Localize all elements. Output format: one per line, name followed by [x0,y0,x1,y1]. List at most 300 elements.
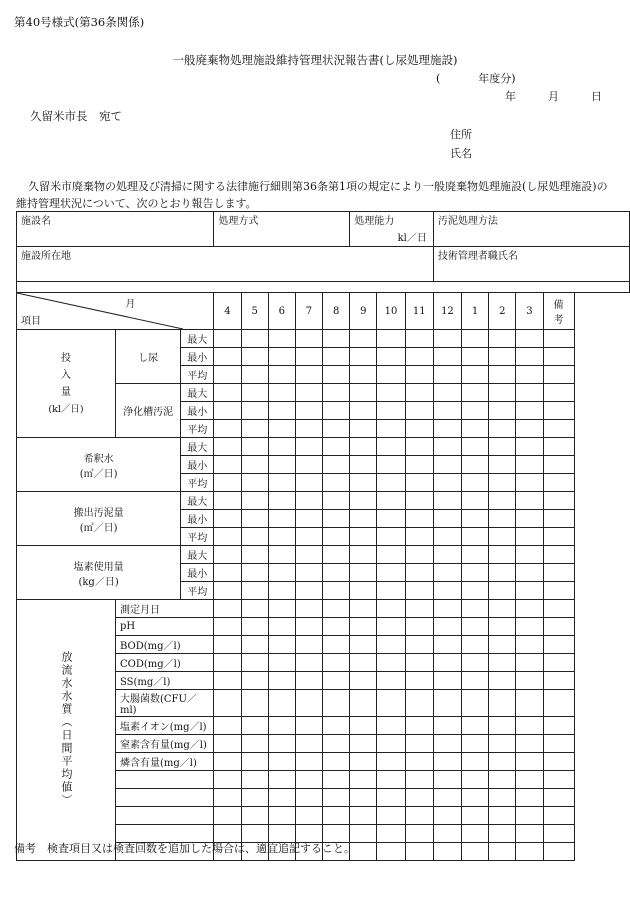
discharge-month-cell[interactable] [268,753,295,771]
discharge-month-cell[interactable] [516,600,543,618]
discharge-month-cell[interactable] [462,771,489,789]
input-month-cell[interactable] [462,384,489,402]
discharge-month-cell[interactable] [405,771,433,789]
chlorine-use-month-cell[interactable] [433,564,461,582]
discharge-month-cell[interactable] [214,672,241,690]
discharge-month-cell[interactable] [214,771,241,789]
chlorine-use-month-cell[interactable] [405,582,433,600]
discharge-month-cell[interactable] [323,654,350,672]
sludge-out-month-cell[interactable] [462,510,489,528]
discharge-month-cell[interactable] [516,636,543,654]
input-month-cell[interactable] [405,366,433,384]
input-month-cell[interactable] [350,402,377,420]
discharge-month-cell[interactable] [295,717,322,735]
discharge-remarks-cell[interactable] [543,672,574,690]
sludge-out-month-cell[interactable] [241,510,268,528]
discharge-month-cell[interactable] [323,753,350,771]
discharge-month-cell[interactable] [489,789,516,807]
discharge-month-cell[interactable] [489,636,516,654]
input-month-cell[interactable] [214,402,241,420]
input-month-cell[interactable] [214,330,241,348]
input-month-cell[interactable] [516,366,543,384]
discharge-month-cell[interactable] [214,717,241,735]
dilution-water-month-cell[interactable] [377,438,405,456]
dilution-water-month-cell[interactable] [268,474,295,492]
dilution-water-month-cell[interactable] [268,456,295,474]
discharge-month-cell[interactable] [405,654,433,672]
input-month-cell[interactable] [377,330,405,348]
discharge-month-cell[interactable] [405,636,433,654]
discharge-month-cell[interactable] [295,735,322,753]
sludge-out-month-cell[interactable] [214,492,241,510]
discharge-month-cell[interactable] [405,672,433,690]
discharge-month-cell[interactable] [268,807,295,825]
input-month-cell[interactable] [405,402,433,420]
input-month-cell[interactable] [214,348,241,366]
discharge-remarks-cell[interactable] [543,654,574,672]
discharge-month-cell[interactable] [377,690,405,717]
sludge-out-remarks-cell[interactable] [543,510,574,528]
discharge-remarks-cell[interactable] [543,843,574,861]
sludge-method-cell[interactable] [433,212,629,247]
discharge-month-cell[interactable] [295,654,322,672]
discharge-month-cell[interactable] [350,636,377,654]
discharge-month-cell[interactable] [377,618,405,636]
chlorine-use-remarks-cell[interactable] [543,582,574,600]
discharge-month-cell[interactable] [516,672,543,690]
input-month-cell[interactable] [350,330,377,348]
chlorine-use-month-cell[interactable] [350,582,377,600]
discharge-month-cell[interactable] [377,717,405,735]
discharge-month-cell[interactable] [241,618,268,636]
input-month-cell[interactable] [241,330,268,348]
dilution-water-month-cell[interactable] [377,456,405,474]
chlorine-use-month-cell[interactable] [377,546,405,564]
chlorine-use-month-cell[interactable] [516,546,543,564]
input-month-cell[interactable] [377,402,405,420]
discharge-month-cell[interactable] [516,735,543,753]
input-month-cell[interactable] [516,420,543,438]
chlorine-use-month-cell[interactable] [489,564,516,582]
discharge-month-cell[interactable] [489,771,516,789]
discharge-month-cell[interactable] [377,636,405,654]
discharge-month-cell[interactable] [214,807,241,825]
chlorine-use-month-cell[interactable] [214,546,241,564]
dilution-water-month-cell[interactable] [516,474,543,492]
input-month-cell[interactable] [489,420,516,438]
discharge-month-cell[interactable] [350,789,377,807]
discharge-remarks-cell[interactable] [543,717,574,735]
input-month-cell[interactable] [516,402,543,420]
discharge-month-cell[interactable] [405,618,433,636]
discharge-month-cell[interactable] [323,735,350,753]
discharge-remarks-cell[interactable] [543,825,574,843]
chlorine-use-month-cell[interactable] [323,582,350,600]
input-month-cell[interactable] [462,420,489,438]
sludge-out-month-cell[interactable] [214,510,241,528]
sludge-out-month-cell[interactable] [377,492,405,510]
discharge-month-cell[interactable] [489,690,516,717]
discharge-month-cell[interactable] [241,789,268,807]
input-month-cell[interactable] [433,402,461,420]
input-month-cell[interactable] [323,420,350,438]
dilution-water-month-cell[interactable] [462,474,489,492]
dilution-water-month-cell[interactable] [350,438,377,456]
discharge-month-cell[interactable] [214,753,241,771]
discharge-month-cell[interactable] [516,771,543,789]
discharge-month-cell[interactable] [268,654,295,672]
discharge-remarks-cell[interactable] [543,618,574,636]
chlorine-use-month-cell[interactable] [350,564,377,582]
discharge-month-cell[interactable] [433,843,461,861]
discharge-month-cell[interactable] [350,771,377,789]
chlorine-use-month-cell[interactable] [489,546,516,564]
sludge-out-month-cell[interactable] [295,492,322,510]
discharge-month-cell[interactable] [377,843,405,861]
discharge-month-cell[interactable] [295,771,322,789]
discharge-month-cell[interactable] [350,753,377,771]
input-month-cell[interactable] [295,420,322,438]
discharge-month-cell[interactable] [323,636,350,654]
input-remarks-cell[interactable] [543,402,574,420]
input-month-cell[interactable] [323,348,350,366]
chlorine-use-month-cell[interactable] [489,582,516,600]
discharge-month-cell[interactable] [405,807,433,825]
discharge-month-cell[interactable] [268,672,295,690]
input-remarks-cell[interactable] [543,330,574,348]
input-month-cell[interactable] [489,384,516,402]
discharge-month-cell[interactable] [268,636,295,654]
chlorine-use-month-cell[interactable] [405,564,433,582]
dilution-water-month-cell[interactable] [295,456,322,474]
discharge-month-cell[interactable] [295,807,322,825]
input-month-cell[interactable] [295,384,322,402]
chlorine-use-month-cell[interactable] [295,582,322,600]
discharge-month-cell[interactable] [214,735,241,753]
discharge-remarks-cell[interactable] [543,807,574,825]
discharge-month-cell[interactable] [295,690,322,717]
dilution-water-month-cell[interactable] [516,438,543,456]
input-month-cell[interactable] [241,420,268,438]
discharge-month-cell[interactable] [214,789,241,807]
discharge-month-cell[interactable] [433,600,461,618]
sludge-out-month-cell[interactable] [295,510,322,528]
discharge-month-cell[interactable] [323,600,350,618]
discharge-month-cell[interactable] [268,789,295,807]
input-remarks-cell[interactable] [543,420,574,438]
discharge-month-cell[interactable] [462,717,489,735]
discharge-month-cell[interactable] [433,636,461,654]
dilution-water-month-cell[interactable] [241,456,268,474]
dilution-water-month-cell[interactable] [350,474,377,492]
chlorine-use-month-cell[interactable] [516,564,543,582]
input-month-cell[interactable] [377,366,405,384]
sludge-out-month-cell[interactable] [350,492,377,510]
dilution-water-month-cell[interactable] [433,438,461,456]
dilution-water-month-cell[interactable] [350,456,377,474]
chlorine-use-month-cell[interactable] [377,582,405,600]
discharge-month-cell[interactable] [462,672,489,690]
discharge-month-cell[interactable] [516,717,543,735]
sludge-out-remarks-cell[interactable] [543,528,574,546]
input-month-cell[interactable] [433,384,461,402]
discharge-month-cell[interactable] [462,789,489,807]
discharge-month-cell[interactable] [433,717,461,735]
discharge-remarks-cell[interactable] [543,789,574,807]
discharge-month-cell[interactable] [405,753,433,771]
sludge-out-month-cell[interactable] [241,528,268,546]
dilution-water-month-cell[interactable] [516,456,543,474]
sludge-out-month-cell[interactable] [462,492,489,510]
input-month-cell[interactable] [323,384,350,402]
dilution-water-month-cell[interactable] [377,474,405,492]
sludge-out-month-cell[interactable] [350,528,377,546]
discharge-month-cell[interactable] [489,735,516,753]
input-month-cell[interactable] [405,348,433,366]
discharge-month-cell[interactable] [377,807,405,825]
discharge-month-cell[interactable] [462,636,489,654]
sludge-out-month-cell[interactable] [516,528,543,546]
input-month-cell[interactable] [350,348,377,366]
input-month-cell[interactable] [268,402,295,420]
dilution-water-month-cell[interactable] [405,438,433,456]
dilution-water-month-cell[interactable] [489,456,516,474]
discharge-month-cell[interactable] [516,618,543,636]
chlorine-use-month-cell[interactable] [241,564,268,582]
sludge-out-month-cell[interactable] [462,528,489,546]
discharge-remarks-cell[interactable] [543,735,574,753]
sludge-out-remarks-cell[interactable] [543,492,574,510]
discharge-month-cell[interactable] [350,672,377,690]
discharge-month-cell[interactable] [323,789,350,807]
sludge-out-month-cell[interactable] [489,510,516,528]
discharge-month-cell[interactable] [268,735,295,753]
discharge-month-cell[interactable] [295,789,322,807]
discharge-month-cell[interactable] [350,600,377,618]
discharge-month-cell[interactable] [433,618,461,636]
input-month-cell[interactable] [489,402,516,420]
sludge-out-month-cell[interactable] [433,492,461,510]
discharge-month-cell[interactable] [405,825,433,843]
input-month-cell[interactable] [405,384,433,402]
input-month-cell[interactable] [433,366,461,384]
input-month-cell[interactable] [268,330,295,348]
discharge-month-cell[interactable] [350,717,377,735]
sludge-out-month-cell[interactable] [405,528,433,546]
dilution-water-month-cell[interactable] [433,474,461,492]
discharge-month-cell[interactable] [350,735,377,753]
capacity-cell[interactable] [350,212,434,247]
dilution-water-month-cell[interactable] [214,438,241,456]
input-month-cell[interactable] [377,348,405,366]
input-month-cell[interactable] [489,348,516,366]
chlorine-use-month-cell[interactable] [405,546,433,564]
chlorine-use-month-cell[interactable] [433,582,461,600]
discharge-month-cell[interactable] [462,690,489,717]
chlorine-use-remarks-cell[interactable] [543,564,574,582]
sludge-out-month-cell[interactable] [489,492,516,510]
input-month-cell[interactable] [214,420,241,438]
chlorine-use-month-cell[interactable] [377,564,405,582]
discharge-month-cell[interactable] [462,600,489,618]
chlorine-use-month-cell[interactable] [241,546,268,564]
input-month-cell[interactable] [405,330,433,348]
discharge-remarks-cell[interactable] [543,600,574,618]
chlorine-use-month-cell[interactable] [268,564,295,582]
input-month-cell[interactable] [462,402,489,420]
input-month-cell[interactable] [295,330,322,348]
sludge-out-month-cell[interactable] [516,492,543,510]
discharge-month-cell[interactable] [405,789,433,807]
discharge-month-cell[interactable] [268,717,295,735]
input-month-cell[interactable] [268,384,295,402]
discharge-month-cell[interactable] [268,618,295,636]
discharge-month-cell[interactable] [462,618,489,636]
facility-location-cell[interactable] [17,247,434,282]
discharge-month-cell[interactable] [489,753,516,771]
input-month-cell[interactable] [241,366,268,384]
discharge-month-cell[interactable] [516,753,543,771]
input-month-cell[interactable] [462,366,489,384]
input-month-cell[interactable] [433,348,461,366]
dilution-water-month-cell[interactable] [295,438,322,456]
discharge-month-cell[interactable] [405,735,433,753]
discharge-month-cell[interactable] [350,618,377,636]
sludge-out-month-cell[interactable] [377,528,405,546]
discharge-month-cell[interactable] [433,771,461,789]
input-month-cell[interactable] [214,366,241,384]
discharge-month-cell[interactable] [489,618,516,636]
input-month-cell[interactable] [350,366,377,384]
sludge-out-month-cell[interactable] [433,510,461,528]
sludge-out-month-cell[interactable] [489,528,516,546]
discharge-month-cell[interactable] [433,735,461,753]
discharge-month-cell[interactable] [516,789,543,807]
discharge-month-cell[interactable] [241,636,268,654]
discharge-month-cell[interactable] [350,807,377,825]
discharge-month-cell[interactable] [516,690,543,717]
discharge-month-cell[interactable] [214,654,241,672]
discharge-month-cell[interactable] [350,654,377,672]
discharge-month-cell[interactable] [462,807,489,825]
chlorine-use-month-cell[interactable] [462,582,489,600]
dilution-water-month-cell[interactable] [323,438,350,456]
discharge-month-cell[interactable] [295,753,322,771]
sludge-out-month-cell[interactable] [405,492,433,510]
discharge-month-cell[interactable] [241,717,268,735]
dilution-water-month-cell[interactable] [489,438,516,456]
input-month-cell[interactable] [241,384,268,402]
input-month-cell[interactable] [377,384,405,402]
discharge-month-cell[interactable] [489,654,516,672]
chlorine-use-month-cell[interactable] [323,564,350,582]
discharge-month-cell[interactable] [323,618,350,636]
discharge-month-cell[interactable] [405,600,433,618]
dilution-water-month-cell[interactable] [214,474,241,492]
sludge-out-month-cell[interactable] [516,510,543,528]
discharge-month-cell[interactable] [516,843,543,861]
input-month-cell[interactable] [462,348,489,366]
discharge-month-cell[interactable] [241,771,268,789]
input-month-cell[interactable] [489,366,516,384]
chlorine-use-month-cell[interactable] [516,582,543,600]
dilution-water-month-cell[interactable] [462,438,489,456]
input-month-cell[interactable] [377,420,405,438]
chlorine-use-month-cell[interactable] [462,564,489,582]
dilution-water-month-cell[interactable] [241,438,268,456]
sludge-out-month-cell[interactable] [323,492,350,510]
discharge-month-cell[interactable] [295,672,322,690]
process-method-cell[interactable] [214,212,350,247]
sludge-out-month-cell[interactable] [295,528,322,546]
discharge-month-cell[interactable] [462,843,489,861]
chlorine-use-month-cell[interactable] [350,546,377,564]
sludge-out-month-cell[interactable] [268,528,295,546]
discharge-month-cell[interactable] [433,690,461,717]
input-month-cell[interactable] [323,330,350,348]
discharge-month-cell[interactable] [433,825,461,843]
discharge-month-cell[interactable] [377,771,405,789]
discharge-month-cell[interactable] [489,672,516,690]
discharge-month-cell[interactable] [377,825,405,843]
discharge-month-cell[interactable] [433,753,461,771]
discharge-month-cell[interactable] [323,717,350,735]
discharge-month-cell[interactable] [323,771,350,789]
discharge-month-cell[interactable] [489,600,516,618]
discharge-month-cell[interactable] [241,753,268,771]
sludge-out-month-cell[interactable] [323,528,350,546]
chlorine-use-month-cell[interactable] [241,582,268,600]
input-month-cell[interactable] [433,330,461,348]
discharge-month-cell[interactable] [295,636,322,654]
discharge-month-cell[interactable] [462,735,489,753]
input-month-cell[interactable] [433,420,461,438]
input-month-cell[interactable] [241,402,268,420]
discharge-month-cell[interactable] [433,654,461,672]
input-month-cell[interactable] [323,366,350,384]
input-remarks-cell[interactable] [543,348,574,366]
discharge-month-cell[interactable] [323,690,350,717]
facility-name-cell[interactable] [17,212,214,247]
discharge-month-cell[interactable] [516,654,543,672]
input-month-cell[interactable] [214,384,241,402]
discharge-month-cell[interactable] [377,672,405,690]
discharge-month-cell[interactable] [268,600,295,618]
discharge-remarks-cell[interactable] [543,636,574,654]
chlorine-use-month-cell[interactable] [323,546,350,564]
discharge-month-cell[interactable] [241,690,268,717]
discharge-month-cell[interactable] [516,825,543,843]
discharge-month-cell[interactable] [433,807,461,825]
sludge-out-month-cell[interactable] [323,510,350,528]
discharge-month-cell[interactable] [295,600,322,618]
manager-name-cell[interactable] [433,247,629,282]
discharge-month-cell[interactable] [214,618,241,636]
discharge-month-cell[interactable] [241,735,268,753]
discharge-remarks-cell[interactable] [543,690,574,717]
input-month-cell[interactable] [268,348,295,366]
discharge-month-cell[interactable] [405,843,433,861]
chlorine-use-month-cell[interactable] [214,582,241,600]
discharge-month-cell[interactable] [241,807,268,825]
dilution-water-month-cell[interactable] [241,474,268,492]
dilution-water-remarks-cell[interactable] [543,438,574,456]
input-month-cell[interactable] [516,330,543,348]
chlorine-use-month-cell[interactable] [295,546,322,564]
input-month-cell[interactable] [350,384,377,402]
discharge-month-cell[interactable] [377,600,405,618]
dilution-water-month-cell[interactable] [268,438,295,456]
